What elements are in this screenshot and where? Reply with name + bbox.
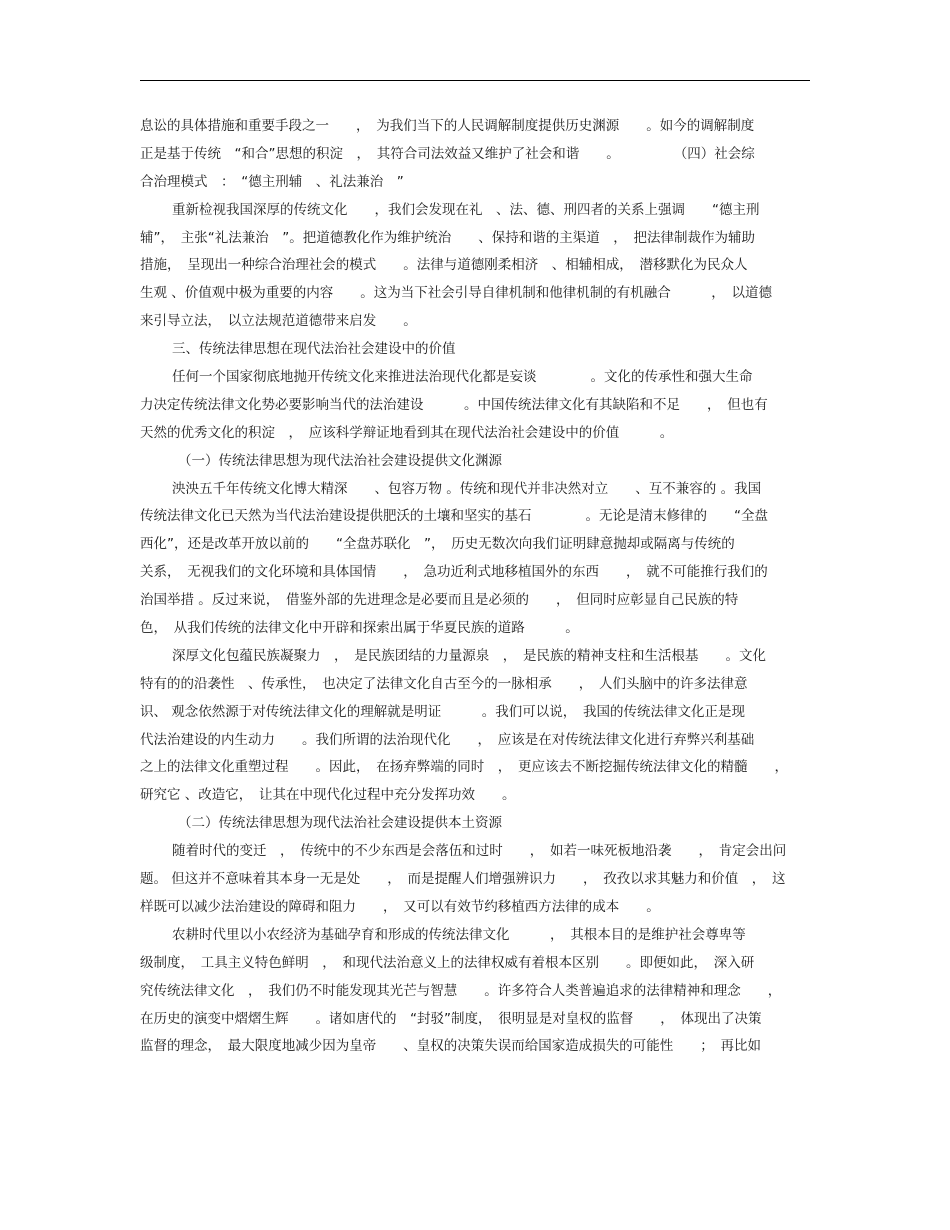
- text-line: 泱泱五千年传统文化博大精深 、包容万物 。传统和现代并非决然对立 、互不兼容的 。我国: [172, 480, 762, 497]
- text-line: 传统法律文化已天然为当代法治建设提供肥沃的土壤和坚实的基石 。无论是清末修律的 “全盘: [140, 508, 768, 525]
- text-line: 在历史的演变中熠熠生辉 。诸如唐代的 “封驳”制度， 很明显是对皇权的监督 ， 体现出了决策: [140, 1010, 762, 1027]
- text-line: 来引导立法， 以立法规范道德带来启发 。: [140, 313, 417, 330]
- text-line: 样既可以减少法治建设的障碍和阻力 ， 又可以有效节约移植西方法律的成本 。: [140, 898, 660, 915]
- text-line: 色， 从我们传统的法律文化中开辟和探索出属于华夏民族的道路 。: [140, 620, 579, 637]
- text-line: 辅”， 主张“礼法兼治 ”。把道德教化作为维护统治 、保持和谐的主渠道 ， 把法律制裁作为辅助: [140, 229, 755, 246]
- text-line: 研究它 、改造它， 让其在中现代化过程中充分发挥功效 。: [140, 787, 516, 804]
- text-line: 任何一个国家彻底地抛开传统文化来推进法治现代化都是妄谈 。文化的传承性和强大生命: [172, 369, 753, 386]
- text-line: 息讼的具体措施和重要手段之一 ， 为我们当下的人民调解制度提供历史渊源 。如今的调解制度: [140, 118, 755, 134]
- text-line: 合治理模式 ： “德主刑辅 、礼法兼治 ”: [140, 173, 404, 190]
- text-line: 天然的优秀文化的积淀 ， 应该科学辩证地看到其在现代法治社会建设中的价值 。: [140, 424, 674, 441]
- text-line: 力决定传统法律文化势必要影响当代的法治建设 。中国传统法律文化有其缺陷和不足 ， 但也有: [140, 396, 768, 413]
- body-text: [140, 113, 830, 1061]
- text-line: 措施， 呈现出一种综合治理社会的模式 。法律与道德刚柔相济 、相辅相成， 潜移默化为民众人: [140, 257, 748, 274]
- text-line: 西化”，还是改革开放以前的 “全盘苏联化 ”， 历史无数次向我们证明肆意抛却或隔离与传统的: [140, 536, 735, 553]
- text-line: 三、传统法律思想在现代法治社会建设中的价值: [172, 341, 456, 358]
- text-line: 深厚文化包蕴民族凝聚力 ， 是民族团结的力量源泉 ， 是民族的精神支柱和生活根基 。文化: [172, 647, 766, 664]
- text-line: 农耕时代里以小农经济为基础孕育和形成的传统法律文化 ， 其根本目的是维护社会尊卑等: [172, 926, 746, 943]
- text-line: 识、 观念依然源于对传统法律文化的理解就是明证 。我们可以说， 我国的传统法律文化正是现: [140, 703, 746, 720]
- text-line: （二）传统法律思想为现代法治社会建设提供本土资源: [178, 815, 502, 832]
- text-line: 级制度， 工具主义特色鲜明 ， 和现代法治意义上的法律权威有着根本区别 。即便如此， 深入研: [140, 954, 755, 971]
- text-line: 重新检视我国深厚的传统文化 ，我们会发现在礼 、法、德、刑四者的关系上强调 “德主刑: [172, 201, 760, 218]
- header-rule: [140, 80, 810, 81]
- text-line: 代法治建设的内生动力 。我们所谓的法治现代化 ， 应该是在对传统法律文化进行弃弊兴利基础: [140, 731, 755, 748]
- text-line: 特有的的沿袭性 、传承性， 也决定了法律文化自古至今的一脉相承 ， 人们头脑中的许多法律意: [140, 675, 748, 692]
- text-line: 随着时代的变迁 ， 传统中的不少东西是会落伍和过时 ， 如若一味死板地沿袭 ， 肯定会出问: [172, 843, 787, 860]
- text-line: 关系， 无视我们的文化环境和具体国情 ， 急功近利式地移植国外的东西 ， 就不可能推行我们的: [140, 564, 768, 581]
- text-line: 正是基于传统 “和合”思想的积淀 ， 其符合司法效益又维护了社会和谐 。 （四）社会综: [140, 145, 755, 162]
- text-line: 生观 、价值观中极为重要的内容 。这为当下社会引导自律机制和他律机制的有机融合 ， 以道德: [140, 285, 773, 302]
- text-line: 之上的法律文化重塑过程 。因此， 在扬弃弊端的同时 ， 更应该去不断挖掘传统法律文化的精髓 ，: [140, 759, 788, 776]
- text-line: 题。 但这并不意味着其本身一无是处 ， 而是提醒人们增强辨识力 ， 孜孜以求其魅力和价值 ， 这: [140, 871, 786, 888]
- text-line: （一）传统法律思想为现代法治社会建设提供文化渊源: [178, 452, 502, 469]
- text-line: 究传统法律文化 ， 我们仍不时能发现其光芒与智慧 。许多符合人类普遍追求的法律精神和理念 ，: [140, 982, 782, 999]
- text-line: 监督的理念， 最大限度地减少因为皇帝 、皇权的决策失误而给国家造成损失的可能性 ； 再比如: [140, 1038, 761, 1055]
- text-line: 治国举措 。反过来说， 借鉴外部的先进理念是必要而且是必须的 ， 但同时应彰显自己民族的特: [140, 592, 739, 609]
